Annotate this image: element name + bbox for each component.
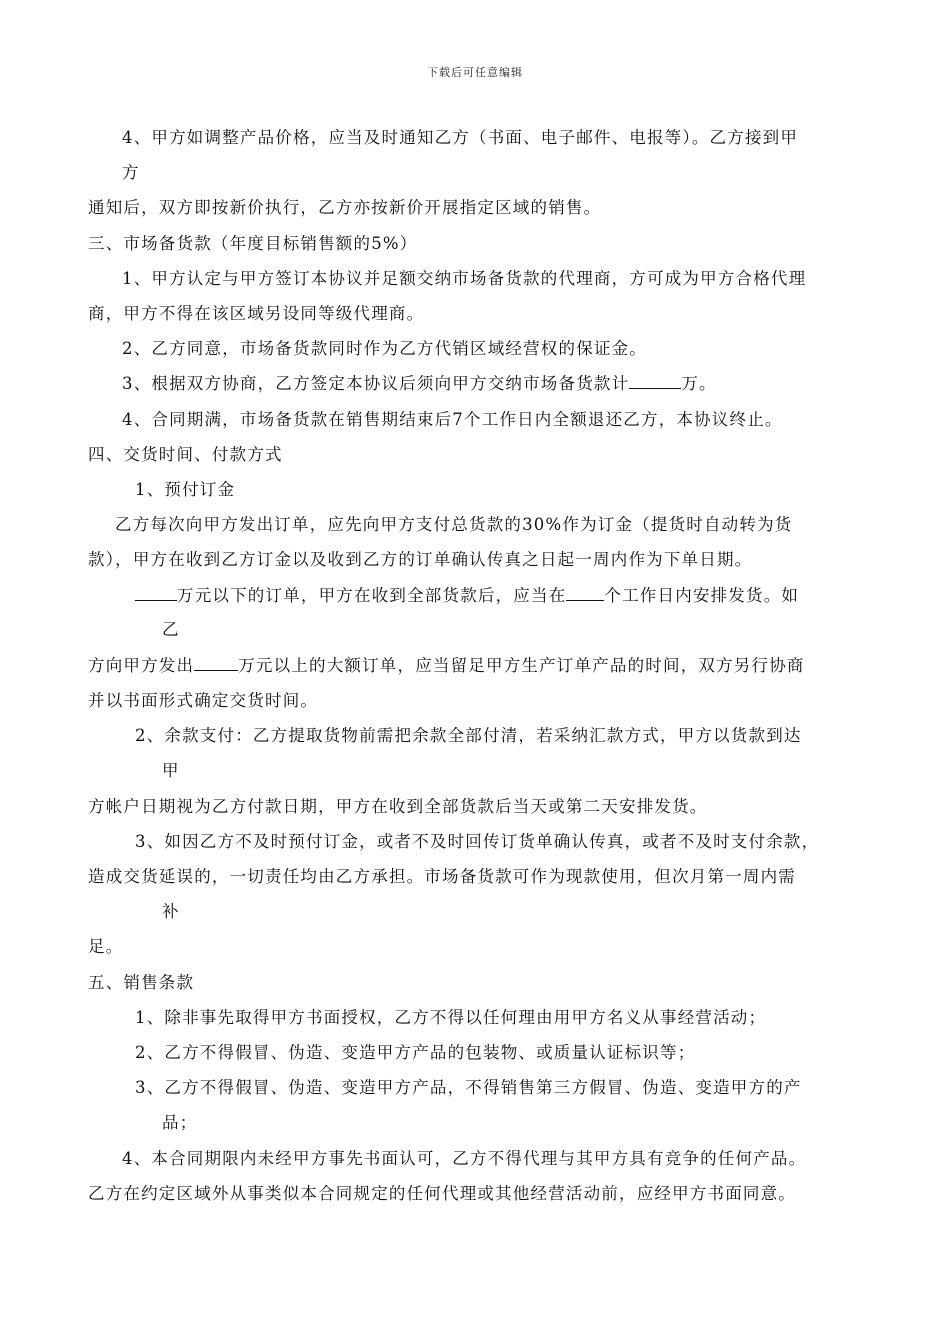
text-line: 乙方每次向甲方发出订单，应先向甲方支付总货款的30%作为订金（提货时自动转为货 xyxy=(115,515,793,534)
text-line: 补 xyxy=(162,902,180,921)
text-line: 通知后，双方即按新价执行，乙方亦按新价开展指定区域的销售。 xyxy=(88,198,602,217)
text-line xyxy=(88,656,805,676)
text-fragment: 个工作日内安排发货。如 xyxy=(604,586,800,605)
text-line: 足。 xyxy=(88,937,124,956)
text-line: 1、甲方认定与甲方签订本协议并足额交纳市场备货款的代理商，方可成为甲方合格代理 xyxy=(122,269,807,288)
text-line xyxy=(135,586,799,606)
text-fragment: 方向甲方发出 xyxy=(88,656,195,675)
text-line: 2、乙方不得假冒、伪造、变造甲方产品的包装物、或质量认证标识等； xyxy=(135,1043,696,1062)
text-line: 商，甲方不得在该区域另设同等级代理商。 xyxy=(88,304,425,323)
text-fragment: 万元以下的订单，甲方在收到全部货款后，应当在 xyxy=(177,586,567,605)
text-line: 方帐户日期视为乙方付款日期，甲方在收到全部货款后当天或第二天安排发货。 xyxy=(88,797,708,816)
text-fragment: 万元以上的大额订单，应当留足甲方生产订单产品的时间，双方另行协商 xyxy=(238,656,805,675)
text-line: 1、除非事先取得甲方书面授权，乙方不得以任何理由用甲方名义从事经营活动； xyxy=(135,1008,767,1027)
sub-heading: 1、预付订金 xyxy=(135,480,236,499)
text-fragment: 3、根据双方协商，乙方签定本协议后须向甲方交纳市场备货款计 xyxy=(122,374,630,393)
section-heading: 三、市场备货款（年度目标销售额的5%） xyxy=(88,234,418,253)
fill-blank xyxy=(566,586,604,601)
text-line: 造成交货延误的，一切责任均由乙方承担。市场备货款可作为现款使用，但次月第一周内需 xyxy=(88,867,796,886)
text-line: 3、如因乙方不及时预付订金，或者不及时回传订货单确认传真，或者不及时支付余款， xyxy=(135,832,820,851)
text-line: 款），甲方在收到乙方订金以及收到乙方的订单确认传真之日起一周内作为下单日期。 xyxy=(88,550,753,569)
section-heading: 四、交货时间、付款方式 xyxy=(88,445,283,464)
text-line: 2、乙方同意，市场备货款同时作为乙方代销区域经营权的保证金。 xyxy=(122,339,647,358)
fill-blank xyxy=(629,374,681,389)
text-line xyxy=(122,374,717,394)
text-fragment: 万。 xyxy=(681,374,717,393)
section-heading: 五、销售条款 xyxy=(88,973,195,992)
text-line: 乙 xyxy=(162,620,180,639)
text-line: 4、合同期满，市场备货款在销售期结束后7个工作日内全额退还乙方，本协议终止。 xyxy=(122,410,783,429)
text-line: 品； xyxy=(162,1113,198,1132)
page-header: 下载后可任意编辑 xyxy=(427,66,523,79)
fill-blank xyxy=(194,656,238,671)
text-line: 4、甲方如调整产品价格，应当及时通知乙方（书面、电子邮件、电报等）。乙方接到甲 xyxy=(122,128,799,147)
text-line: 4、本合同期限内未经甲方事先书面认可，乙方不得代理与其甲方具有竞争的任何产品。 xyxy=(122,1149,807,1168)
text-line: 乙方在约定区域外从事类似本合同规定的任何代理或其他经营活动前，应经甲方书面同意。 xyxy=(88,1184,796,1203)
text-line: 甲 xyxy=(162,761,180,780)
fill-blank xyxy=(135,586,177,601)
text-line: 并以书面形式确定交货时间。 xyxy=(88,691,319,710)
text-line: 2、余款支付：乙方提取货物前需把余款全部付清，若采纳汇款方式，甲方以货款到达 xyxy=(135,726,802,745)
text-line: 3、乙方不得假冒、伪造、变造甲方产品，不得销售第三方假冒、伪造、变造甲方的产 xyxy=(135,1078,802,1097)
text-line: 方 xyxy=(122,163,140,182)
